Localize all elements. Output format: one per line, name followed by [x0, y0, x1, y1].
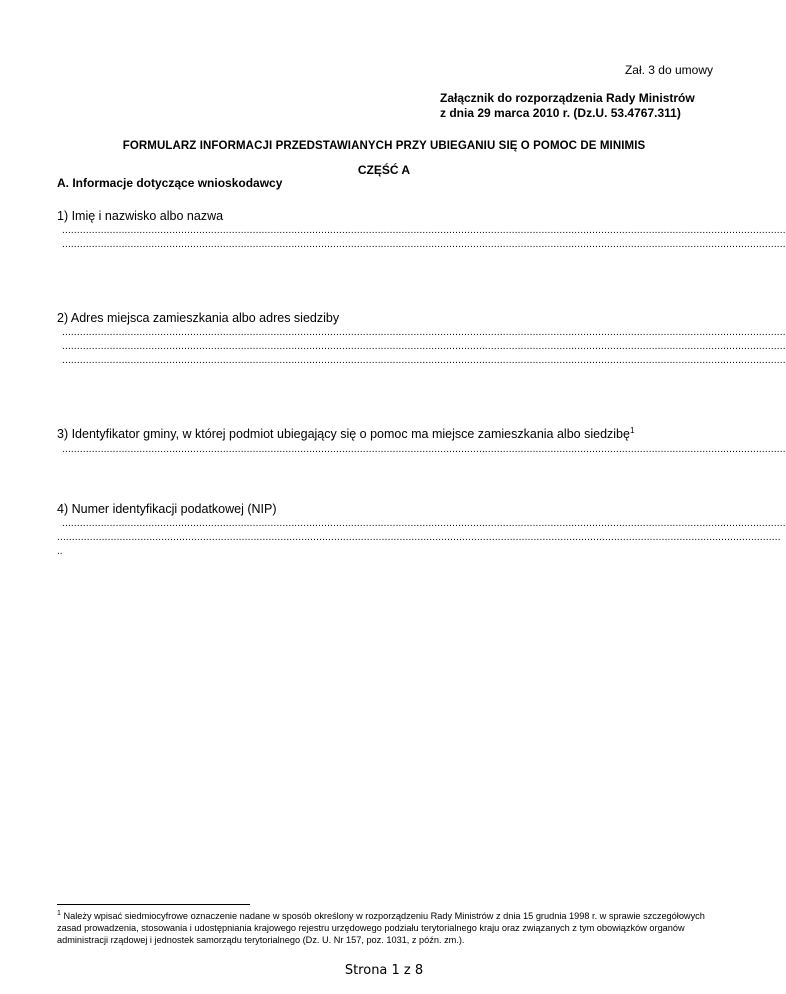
page-number: Strona 1 z 8	[344, 963, 424, 978]
answer-1-line-2[interactable]: ...................................................................................................................................................................................................................................................	[62, 239, 786, 250]
answer-2-line-1[interactable]: ...................................................................................................................................................................................................................................................	[62, 327, 786, 338]
annex-header	[440, 91, 695, 121]
answer-4-line-2[interactable]: ...................................................................................................................................................................................................................................................	[57, 532, 781, 543]
answer-1-line-1[interactable]: ...................................................................................................................................................................................................................................................	[62, 225, 786, 236]
section-title: A. Informacje dotyczące wnioskodawcy	[57, 176, 283, 190]
answer-4-line-1[interactable]: ...................................................................................................................................................................................................................................................	[62, 518, 786, 529]
attachment-reference: Zał. 3 do umowy	[624, 63, 713, 77]
question-3-label	[57, 427, 634, 441]
question-1-label: 1) Imię i nazwisko albo nazwa	[57, 209, 224, 223]
answer-2-line-2[interactable]: ...................................................................................................................................................................................................................................................	[62, 341, 786, 352]
answer-3-line-1[interactable]: ...................................................................................................................................................................................................................................................	[62, 444, 786, 455]
footnote-text: Należy wpisać siedmiocyfrowe oznaczenie nadane w sposób określony w rozporządzeniu Rady Ministrów z dnia 15 grudnia 1998 r. w sprawie szczegółowych zasad prowadzenia, stosowania i udostępniania krajowego rejestru urzędowego podziału terytorialnego kraju oraz związanych z tym obowiązków organów administracji rządowej i jednostek samorządu terytorialnego (Dz. U. Nr 157, poz. 1031, z późn. zm.).	[57, 911, 705, 945]
footnote-ref-1: 1	[629, 425, 635, 435]
answer-4-trailing-dots: ..	[57, 546, 63, 557]
footnote-divider	[57, 904, 250, 905]
footnote-mark: 1	[57, 909, 61, 917]
footnote-1	[57, 910, 717, 946]
part-label: CZĘŚĆ A	[357, 163, 411, 177]
question-4-label: 4) Numer identyfikacji podatkowej (NIP)	[57, 502, 277, 516]
form-title: FORMULARZ INFORMACJI PRZEDSTAWIANYCH PRZY UBIEGANIU SIĘ O POMOC DE MINIMIS	[122, 140, 646, 152]
annex-line-1: Załącznik do rozporządzenia Rady Ministrów	[440, 91, 695, 105]
question-3-text: 3) Identyfikator gminy, w której podmiot ubiegający się o pomoc ma miejsce zamieszkania albo siedzibę	[57, 427, 630, 441]
question-2-label: 2) Adres miejsca zamieszkania albo adres siedziby	[57, 311, 340, 325]
answer-2-line-3[interactable]: ...................................................................................................................................................................................................................................................	[62, 355, 786, 366]
annex-line-2: z dnia 29 marca 2010 r. (Dz.U. 53.4767.311)	[440, 106, 681, 120]
